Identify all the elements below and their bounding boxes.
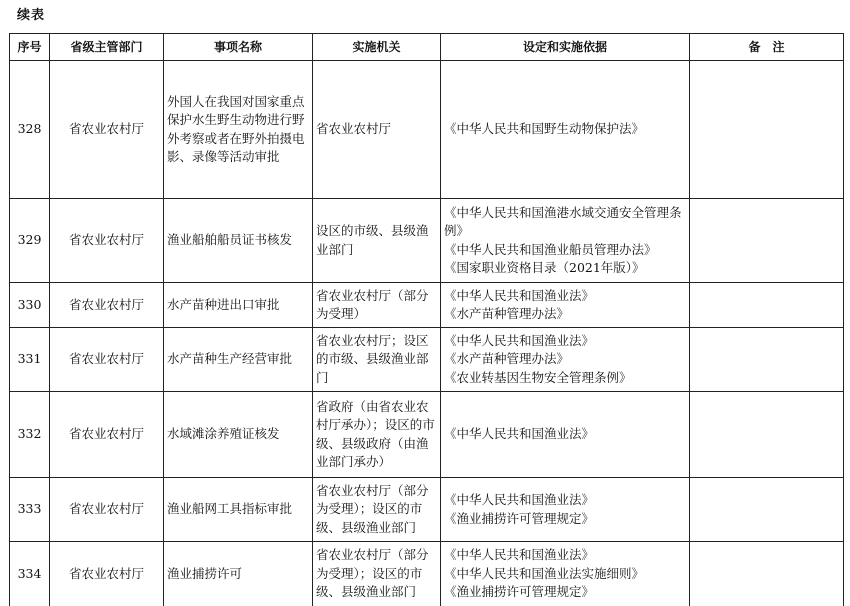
table-row (10, 392, 844, 478)
table-row (10, 478, 844, 542)
basis-line: 《中华人民共和国渔业法》 (444, 332, 595, 348)
basis-line: 《中华人民共和国渔业法》 (444, 287, 595, 303)
cell-item: 水产苗种生产经营审批 (164, 328, 313, 392)
cell-agency: 省农业农村厅（部分为受理） (313, 283, 441, 328)
cell-seq: 332 (10, 392, 50, 478)
cell-basis (441, 328, 690, 392)
table-row (10, 328, 844, 392)
cell-seq: 329 (10, 199, 50, 283)
basis-line: 《中华人民共和国渔业法实施细则》 (444, 565, 645, 581)
cell-remark (690, 392, 844, 478)
cell-dept: 省农业农村厅 (50, 199, 164, 283)
cell-agency: 省农业农村厅（部分为受理）；设区的市级、县级渔业部门 (313, 478, 441, 542)
cell-dept: 省农业农村厅 (50, 478, 164, 542)
basis-line: 《中华人民共和国渔业法》 (444, 547, 595, 562)
header-remark: 备 注 (690, 34, 844, 61)
cell-item: 水域滩涂养殖证核发 (164, 392, 313, 478)
basis-line: 《渔业捕捞许可管理规定》 (444, 584, 595, 599)
basis-line: 《中华人民共和国渔业法》 (444, 426, 595, 442)
cell-item: 外国人在我国对国家重点保护水生野生动物进行野外考察或者在野外拍摄电影、录像等活动审批 (164, 61, 313, 199)
cell-item: 渔业捕捞许可 (164, 542, 313, 606)
table-row (10, 542, 844, 606)
cell-remark (690, 328, 844, 392)
cell-agency: 省农业农村厅 (313, 61, 441, 199)
basis-line: 《渔业捕捞许可管理规定》 (444, 510, 595, 526)
cell-seq: 331 (10, 328, 50, 392)
cell-basis (441, 199, 690, 283)
basis-line: 《中华人民共和国渔业法》 (444, 492, 595, 507)
header-agency: 实施机关 (313, 34, 441, 61)
basis-line: 《国家职业资格目录（2021年版）》 (444, 260, 645, 275)
table-row (10, 61, 844, 199)
cell-remark (690, 199, 844, 283)
cell-seq: 328 (10, 61, 50, 199)
cell-seq: 334 (10, 542, 50, 606)
header-item: 事项名称 (164, 34, 313, 61)
cell-agency: 省农业农村厅；设区的市级、县级渔业部门 (313, 328, 441, 392)
cell-remark (690, 542, 844, 606)
table-row (10, 199, 844, 283)
cell-basis (441, 283, 690, 328)
cell-seq: 333 (10, 478, 50, 542)
cell-remark (690, 283, 844, 328)
basis-line: 《农业转基因生物安全管理条例》 (444, 369, 632, 385)
cell-basis (441, 392, 690, 478)
cell-remark (690, 61, 844, 199)
header-seq: 序号 (10, 34, 50, 61)
cell-agency: 设区的市级、县级渔业部门 (313, 199, 441, 283)
table-row (10, 283, 844, 328)
header-basis: 设定和实施依据 (441, 34, 690, 61)
cell-item: 水产苗种进出口审批 (164, 283, 313, 328)
basis-line: 《水产苗种管理办法》 (444, 351, 570, 367)
approval-items-table (9, 33, 844, 606)
basis-line: 《中华人民共和国野生动物保护法》 (444, 121, 645, 137)
basis-line: 《中华人民共和国渔港水域交通安全管理条例》 (444, 204, 682, 238)
cell-remark (690, 478, 844, 542)
cell-dept: 省农业农村厅 (50, 61, 164, 199)
table-header-row (10, 34, 844, 61)
continued-label: 续表 (17, 8, 46, 23)
header-dept: 省级主管部门 (50, 34, 164, 61)
cell-basis (441, 478, 690, 542)
basis-line: 《水产苗种管理办法》 (444, 306, 570, 321)
cell-item: 渔业船舶船员证书核发 (164, 199, 313, 283)
cell-agency: 省政府（由省农业农村厅承办）；设区的市级、县级政府（由渔业部门承办） (313, 392, 441, 478)
cell-item: 渔业船网工具指标审批 (164, 478, 313, 542)
cell-dept: 省农业农村厅 (50, 542, 164, 606)
cell-seq: 330 (10, 283, 50, 328)
cell-dept: 省农业农村厅 (50, 392, 164, 478)
cell-dept: 省农业农村厅 (50, 328, 164, 392)
basis-line: 《中华人民共和国渔业船员管理办法》 (444, 241, 657, 257)
cell-dept: 省农业农村厅 (50, 283, 164, 328)
cell-basis (441, 542, 690, 606)
cell-basis (441, 61, 690, 199)
cell-agency: 省农业农村厅（部分为受理）；设区的市级、县级渔业部门 (313, 542, 441, 606)
